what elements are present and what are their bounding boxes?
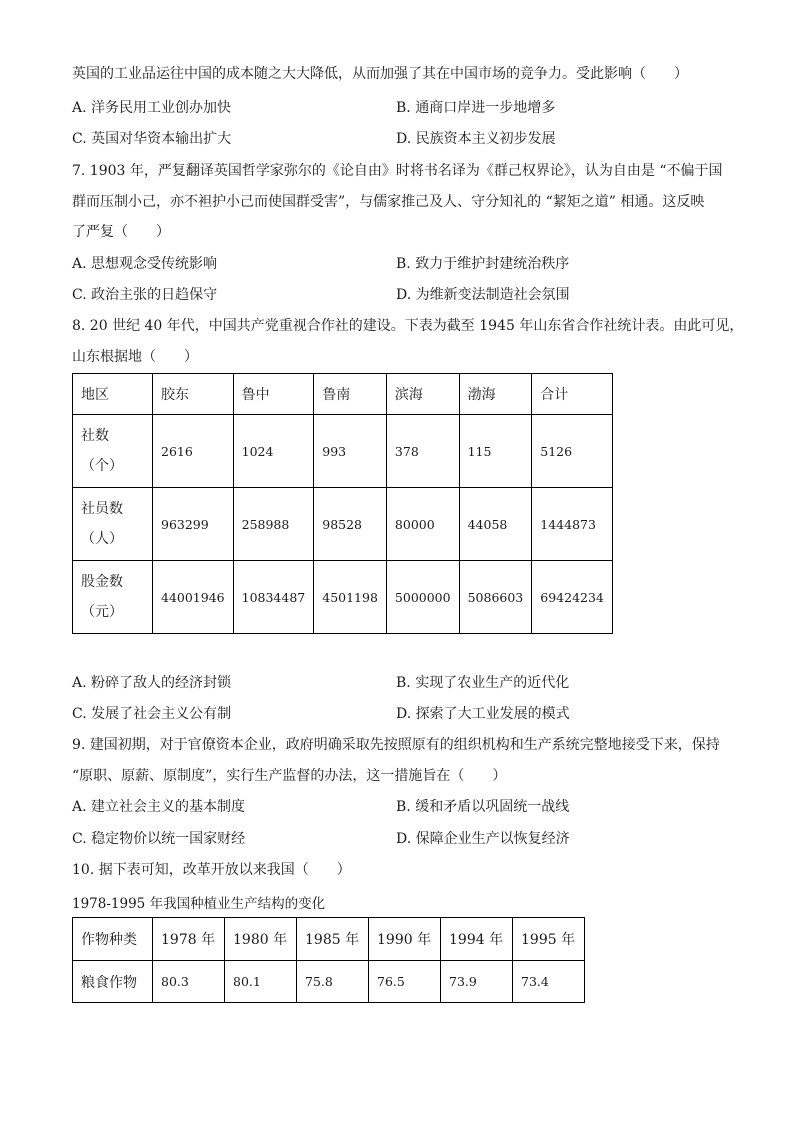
table-header-row <box>73 374 613 415</box>
table-cell: 258988 <box>233 488 314 561</box>
q9-option-b[interactable]: B. 缓和矛盾以巩固统一战线 <box>396 799 570 815</box>
table-header-cell: 1978 年 <box>153 918 225 961</box>
table-header-cell: 滨海 <box>386 374 459 415</box>
table-cell: 73.9 <box>441 961 513 1003</box>
row-label-cell: 粮食作物 <box>73 961 153 1003</box>
q8-stem-line1: 8. 20 世纪 40 年代，中国共产党重视合作社的建设。下表为截至 1945 年山东省合作社统计表。由此可见， <box>72 318 744 334</box>
q8-stem-line2: 山东根据地（ ） <box>72 349 198 365</box>
row-label: 股金数 <box>81 574 123 590</box>
table-row <box>73 415 613 488</box>
cooperative-statistics-table <box>72 373 613 634</box>
table-cell: 73.4 <box>513 961 585 1003</box>
q6-option-b[interactable]: B. 通商口岸进一步地增多 <box>396 100 556 116</box>
table-cell: 993 <box>314 415 387 488</box>
table-cell: 69424234 <box>532 561 613 634</box>
table-header-cell: 1995 年 <box>513 918 585 961</box>
table-row <box>73 488 613 561</box>
q9-stem-line1: 9. 建国初期，对于官僚资本企业，政府明确采取先按照原有的组织机构和生产系统完整地接受下来，保持 <box>72 737 720 753</box>
q6-stem: 英国的工业品运往中国的成本随之大大降低，从而加强了其在中国市场的竞争力。受此影响（ ） <box>72 66 688 82</box>
table-header-cell: 1994 年 <box>441 918 513 961</box>
q7-option-b[interactable]: B. 致力于维护封建统治秩序 <box>396 256 570 272</box>
table-cell: 378 <box>386 415 459 488</box>
q7-stem-line2: 群而压制小己，亦不袒护小己而使国群受害”，与儒家推己及人、守分知礼的 “絜矩之道” 相通。这反映 <box>72 194 705 210</box>
table-cell: 1024 <box>233 415 314 488</box>
table-cell: 1444873 <box>532 488 613 561</box>
table-header-cell: 胶东 <box>153 374 234 415</box>
table-cell: 44058 <box>459 488 532 561</box>
table-header-row <box>73 918 585 961</box>
row-label-cell <box>73 561 153 634</box>
table-row <box>73 561 613 634</box>
table-cell: 963299 <box>153 488 234 561</box>
table-cell: 10834487 <box>233 561 314 634</box>
row-label: 社数 <box>81 428 109 444</box>
table-cell: 4501198 <box>314 561 387 634</box>
crop-structure-table <box>72 917 585 1003</box>
table-cell: 5086603 <box>459 561 532 634</box>
q8-option-d[interactable]: D. 探索了大工业发展的模式 <box>396 706 570 722</box>
row-label-cell <box>73 488 153 561</box>
table-cell: 98528 <box>314 488 387 561</box>
table-cell: 80.1 <box>225 961 297 1003</box>
table-row <box>73 961 585 1003</box>
table-header-cell: 1980 年 <box>225 918 297 961</box>
q7-option-d[interactable]: D. 为维新变法制造社会氛围 <box>396 287 570 303</box>
table-header-cell: 作物种类 <box>73 918 153 961</box>
table-cell: 44001946 <box>153 561 234 634</box>
table-cell: 80000 <box>386 488 459 561</box>
q9-stem-line2: “原职、原薪、原制度”，实行生产监督的办法，这一措施旨在（ ） <box>72 768 507 784</box>
row-unit: （元） <box>81 604 123 620</box>
q6-option-c[interactable]: C. 英国对华资本输出扩大 <box>72 131 232 147</box>
table-title: 1978-1995 年我国种植业生产结构的变化 <box>72 896 326 912</box>
row-unit: （人） <box>81 531 123 547</box>
row-label-cell <box>73 415 153 488</box>
q6-option-d[interactable]: D. 民族资本主义初步发展 <box>396 131 556 147</box>
q10-stem: 10. 据下表可知，改革开放以来我国（ ） <box>72 862 351 878</box>
table-header-cell: 渤海 <box>459 374 532 415</box>
table-cell: 80.3 <box>153 961 225 1003</box>
table-header-cell: 鲁南 <box>314 374 387 415</box>
table-cell: 5126 <box>532 415 613 488</box>
row-unit: （个） <box>81 458 123 474</box>
table-header-cell: 1985 年 <box>297 918 369 961</box>
q8-option-b[interactable]: B. 实现了农业生产的近代化 <box>396 675 570 691</box>
table-cell: 75.8 <box>297 961 369 1003</box>
q6-option-a[interactable]: A. 洋务民用工业创办加快 <box>72 100 232 116</box>
table-cell: 115 <box>459 415 532 488</box>
q9-option-c[interactable]: C. 稳定物价以统一国家财经 <box>72 831 246 847</box>
q7-option-a[interactable]: A. 思想观念受传统影响 <box>72 256 218 272</box>
q7-option-c[interactable]: C. 政治主张的日趋保守 <box>72 287 218 303</box>
q8-option-c[interactable]: C. 发展了社会主义公有制 <box>72 706 232 722</box>
row-label: 社员数 <box>81 501 123 517</box>
table-header-cell: 1990 年 <box>369 918 441 961</box>
q7-stem-line3: 了严复（ ） <box>72 224 170 240</box>
q9-option-d[interactable]: D. 保障企业生产以恢复经济 <box>396 831 570 847</box>
table-cell: 2616 <box>153 415 234 488</box>
q7-stem-line1: 7. 1903 年，严复翻译英国哲学家弥尔的《论自由》时将书名译为《群己权界论》，认为自由是 “不偏于国 <box>72 163 723 179</box>
table-header-cell: 合计 <box>532 374 613 415</box>
table-cell: 5000000 <box>386 561 459 634</box>
table-cell: 76.5 <box>369 961 441 1003</box>
q9-option-a[interactable]: A. 建立社会主义的基本制度 <box>72 799 246 815</box>
q8-option-a[interactable]: A. 粉碎了敌人的经济封锁 <box>72 675 232 691</box>
table-header-cell: 鲁中 <box>233 374 314 415</box>
table-header-cell: 地区 <box>73 374 153 415</box>
